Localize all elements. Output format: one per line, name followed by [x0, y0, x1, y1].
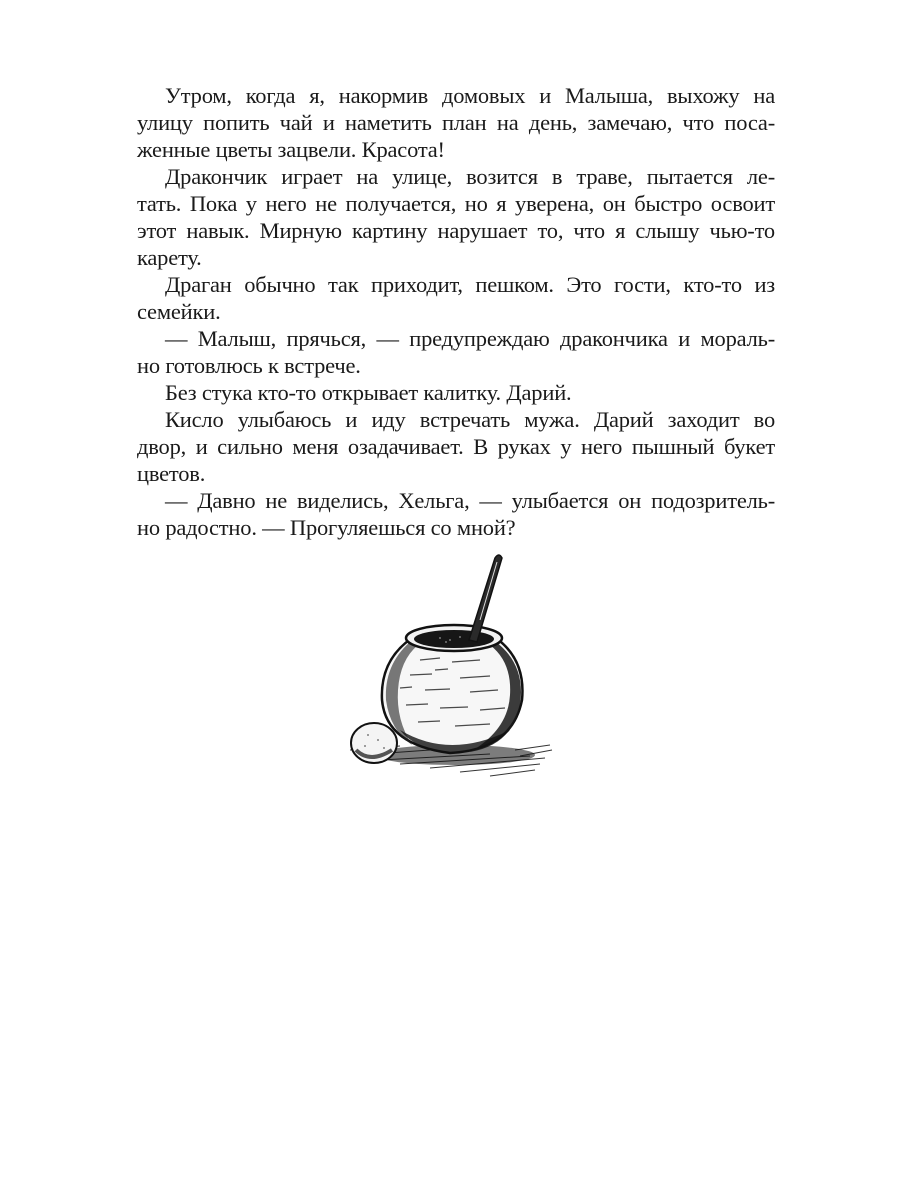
text-line [137, 163, 775, 190]
text-line [137, 352, 775, 379]
text-line [137, 82, 775, 109]
pot-with-spoon-icon [340, 550, 560, 790]
text-line [137, 244, 775, 271]
text-line [137, 514, 775, 541]
text-line [137, 433, 775, 460]
text-line-content: Кисло улыбаюсь и иду встречать мужа. Дарий заходит во [165, 407, 775, 432]
text-line [137, 190, 775, 217]
text-line [137, 379, 775, 406]
text-line-content: двор, и сильно меня озадачивает. В руках у него пышный букет [137, 434, 775, 459]
pot-illustration [340, 550, 560, 790]
text-line-content: Утром, когда я, накормив домовых и Малыша, выхожу на [165, 83, 775, 108]
text-line-content: Без стука кто-то открывает калитку. Дарий. [165, 380, 572, 405]
text-line [137, 298, 775, 325]
text-line-content: тать. Пока у него не получается, но я уверена, он быстро освоит [137, 191, 775, 216]
text-line [137, 136, 775, 163]
text-line-content: женные цветы зацвели. Красота! [137, 137, 445, 162]
text-line-content: семейки. [137, 299, 221, 324]
text-line-content: — Давно не виделись, Хельга, — улыбается он подозритель- [165, 488, 775, 513]
text-line [137, 460, 775, 487]
text-line-content: карету. [137, 245, 202, 270]
text-line-content: цветов. [137, 461, 206, 486]
text-line-content: Драган обычно так приходит, пешком. Это гости, кто-то из [165, 272, 775, 297]
text-line [137, 271, 775, 298]
text-line [137, 487, 775, 514]
text-line-content: но радостно. — Прогуляешься со мной? [137, 515, 516, 540]
text-line-content: улицу попить чай и наметить план на день, замечаю, что поса- [137, 110, 775, 135]
body-text [137, 82, 775, 541]
text-line [137, 406, 775, 433]
text-line-content: Дракончик играет на улице, возится в траве, пытается ле- [165, 164, 775, 189]
text-line-content: — Малыш, прячься, — предупреждаю дракончика и мораль- [165, 326, 775, 351]
text-line [137, 217, 775, 244]
text-line-content: этот навык. Мирную картину нарушает то, что я слышу чью-то [137, 218, 775, 243]
text-line [137, 325, 775, 352]
text-line-content: но готовлюсь к встрече. [137, 353, 361, 378]
text-line [137, 109, 775, 136]
